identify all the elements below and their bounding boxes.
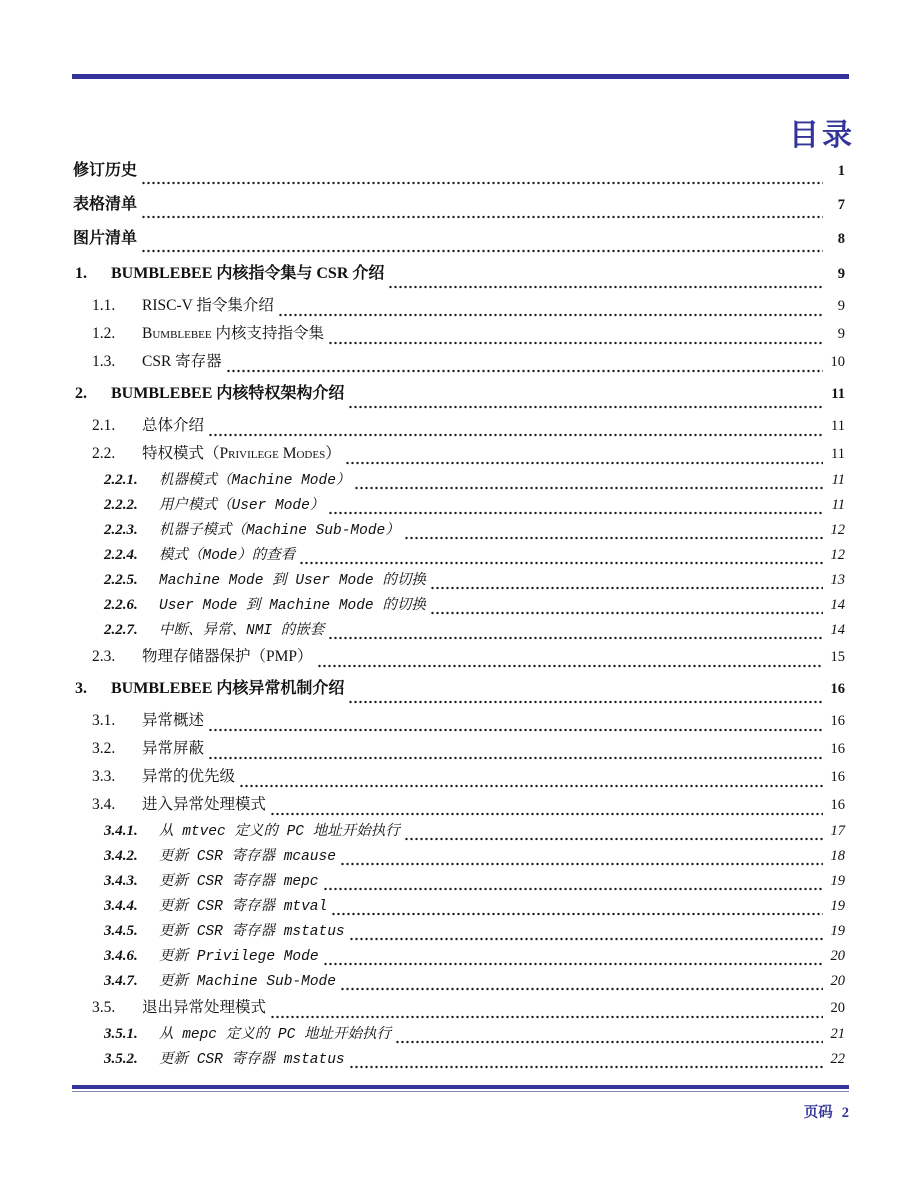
toc-entry-page-number: 21 [830,1026,845,1042]
toc-leader-dots [348,692,823,707]
toc-entry-page-number: 19 [830,923,845,939]
toc-entry[interactable] [73,1047,845,1072]
toc-entry[interactable] [73,869,845,894]
toc-entry-title: 总体介绍 [142,417,205,434]
toc-entry-number: 1.3. [92,353,116,370]
toc-entry-page-number: 1 [837,163,845,179]
toc-leader-dots [239,776,823,791]
toc-entry-title: BUMBLEBEE 内核异常机制介绍 [111,680,345,697]
toc-entry-title: 机器模式（Machine Mode） [159,473,351,489]
toc-leader-dots [395,1033,823,1047]
toc-entry[interactable] [73,292,845,320]
footer-page-number: 2 [841,1105,849,1121]
toc-entry[interactable] [73,618,845,643]
toc-leader-dots [430,604,823,618]
toc-entry-number: 2.2.4. [104,547,138,563]
toc-leader-dots [345,453,823,468]
toc-entry-title: BUMBLEBEE 内核特权架构介绍 [111,385,345,402]
toc-entry-title: RISC-V 指令集介绍 [142,297,274,314]
toc-entry-page-number: 13 [830,572,845,588]
toc-entry-page-number: 16 [830,681,845,697]
toc-entry-page-number: 8 [837,231,845,247]
toc-entry-number: 2.2.6. [104,597,138,613]
toc-entry-title: 特权模式（Privilege Modes） [142,445,341,462]
toc-entry-title: 更新 Machine Sub-Mode [159,974,336,990]
toc-entry-page-number: 11 [831,472,845,488]
toc-entry-title: 从 mepc 定义的 PC 地址开始执行 [159,1027,392,1043]
toc-leader-dots [270,1007,823,1022]
toc-leader-dots [270,804,823,819]
toc-entry[interactable] [73,348,845,376]
toc-entry-number: 2.2.3. [104,522,138,538]
footer-text [72,1101,849,1122]
toc-entry-title: 更新 CSR 寄存器 mtval [159,899,328,915]
toc-leader-dots [404,830,823,844]
toc-entry[interactable] [73,593,845,618]
toc-entry-number: 2.3. [92,648,116,665]
toc-entry-title: 进入异常处理模式 [142,796,267,813]
toc-entry-title: 异常的优先级 [142,768,236,785]
toc-entry-page-number: 20 [830,948,845,964]
header-rule [72,74,849,79]
toc-leader-dots [430,579,823,593]
toc-entry[interactable] [73,256,845,292]
toc-leader-dots [348,397,823,412]
toc-entry-number: 3.4. [92,796,116,813]
toc-entry-number: 3.5. [92,999,116,1016]
toc-entry-number: 3.4.3. [104,873,138,889]
toc-entry-title: Bumblebee 内核支持指令集 [142,325,324,342]
toc-entry-page-number: 9 [837,326,845,342]
toc-entry-page-number: 14 [830,597,845,613]
toc-leader-dots [323,880,823,894]
toc-entry-title: 用户模式（User Mode） [159,498,325,514]
toc-leader-dots [328,333,823,348]
toc-leader-dots [278,305,823,320]
toc-entry[interactable] [73,819,845,844]
toc-entry-number: 3.4.2. [104,848,138,864]
toc-entry[interactable] [73,994,845,1022]
toc-leader-dots [340,855,823,869]
toc-leader-dots [141,207,823,222]
toc-entry[interactable] [73,844,845,869]
toc-entry-title: 图片清单 [73,230,138,247]
toc-entry-page-number: 11 [831,497,845,513]
toc-entry-number: 1.2. [92,325,116,342]
toc-leader-dots [141,173,823,188]
toc-entry[interactable] [73,518,845,543]
toc-entry[interactable] [73,222,845,256]
toc-entry-page-number: 11 [831,418,845,434]
toc-entry-title: User Mode 到 Machine Mode 的切换 [159,598,426,614]
toc-entry[interactable] [73,493,845,518]
toc-entry-page-number: 11 [831,386,845,402]
toc-entry[interactable] [73,376,845,412]
toc-leader-dots [208,720,823,735]
toc-entry-number: 3.4.7. [104,973,138,989]
toc-leader-dots [354,479,823,493]
toc-entry-title: 中断、异常、NMI 的嵌套 [159,623,325,639]
toc-entry-page-number: 16 [830,797,845,813]
toc-leader-dots [323,955,823,969]
toc-entry-title: Machine Mode 到 User Mode 的切换 [159,573,426,589]
toc-entry-page-number: 16 [830,713,845,729]
toc-entry-number: 2.1. [92,417,116,434]
toc-entry-page-number: 20 [830,1000,845,1016]
toc-entry[interactable] [73,707,845,735]
toc-entry-number: 2.2.5. [104,572,138,588]
toc-entry-page-number: 12 [830,547,845,563]
toc-entry-number: 2.2.7. [104,622,138,638]
toc-entry-number: 3.5.2. [104,1051,138,1067]
toc-entry-number: 3. [75,680,87,697]
toc-entry-title: 表格清单 [73,196,138,213]
toc-entry-title: 物理存储器保护（PMP） [142,648,313,665]
toc-leader-dots [328,504,823,518]
toc-entry[interactable] [73,894,845,919]
toc-entry-page-number: 19 [830,873,845,889]
toc-entry-number: 3.4.4. [104,898,138,914]
toc-leader-dots [328,629,823,643]
footer-rule-thick [72,1085,849,1089]
toc-entry-page-number: 16 [830,769,845,785]
toc-entry-title: 从 mtvec 定义的 PC 地址开始执行 [159,824,400,840]
toc-entry-number: 3.1. [92,712,116,729]
toc-leader-dots [299,554,823,568]
toc-entry[interactable] [73,468,845,493]
toc-entry-number: 1. [75,265,87,282]
toc-entry-number: 2.2. [92,445,116,462]
toc-leader-dots [208,425,823,440]
toc-leader-dots [349,930,823,944]
toc-entry-page-number: 11 [831,446,845,462]
toc-entry-page-number: 20 [830,973,845,989]
toc-entry-number: 2.2.1. [104,472,138,488]
toc-entry-page-number: 10 [830,354,845,370]
toc-entry-number: 1.1. [92,297,116,314]
toc-entry-page-number: 16 [830,741,845,757]
toc-entry[interactable] [73,412,845,440]
toc-entry-title: 异常概述 [142,712,205,729]
toc-entry-page-number: 17 [830,823,845,839]
footer-rule-thin [72,1091,849,1092]
page-footer [72,1085,849,1122]
toc-entry-page-number: 15 [830,649,845,665]
toc-entry[interactable] [73,543,845,568]
toc-leader-dots [340,980,823,994]
toc-entry-title: 更新 CSR 寄存器 mstatus [159,1052,345,1068]
toc-entry-number: 2.2.2. [104,497,138,513]
toc-entry-number: 3.4.6. [104,948,138,964]
toc-entry[interactable] [73,1022,845,1047]
toc-entry-title: 更新 Privilege Mode [159,949,319,965]
page-title: 目录 [789,119,855,152]
toc-entry-page-number: 9 [837,298,845,314]
toc-entry-title: 退出异常处理模式 [142,999,267,1016]
toc-entry-page-number: 9 [837,266,845,282]
toc-entry-number: 3.4.1. [104,823,138,839]
toc-entry-page-number: 22 [830,1051,845,1067]
toc-entry-number: 3.2. [92,740,116,757]
toc-entry-page-number: 19 [830,898,845,914]
toc-entry-title: 异常屏蔽 [142,740,205,757]
toc-entry[interactable] [73,735,845,763]
toc-entry-page-number: 18 [830,848,845,864]
toc-entry[interactable] [73,643,845,671]
toc-entry-number: 3.4.5. [104,923,138,939]
footer-page-label: 页码 [803,1105,833,1121]
toc-entry[interactable] [73,320,845,348]
toc-entry[interactable] [73,188,845,222]
toc-entry[interactable] [73,919,845,944]
toc-leader-dots [317,656,823,671]
toc-entry-number: 2. [75,385,87,402]
toc-entry-number: 3.5.1. [104,1026,138,1042]
toc-entry[interactable] [73,671,845,707]
toc-entry-title: BUMBLEBEE 内核指令集与 CSR 介绍 [111,265,385,282]
toc-entry[interactable] [73,440,845,468]
toc-leader-dots [404,529,823,543]
toc-entry-title: CSR 寄存器 [142,353,222,370]
toc-entry-page-number: 14 [830,622,845,638]
toc-entry[interactable] [73,944,845,969]
toc-entry[interactable] [73,568,845,593]
toc-entry-title: 模式（Mode）的查看 [159,548,296,564]
toc-entry[interactable] [73,969,845,994]
toc-leader-dots [388,277,823,292]
toc-entry-title: 更新 CSR 寄存器 mepc [159,874,319,890]
toc-leader-dots [331,905,823,919]
toc-leader-dots [226,361,823,376]
toc-entry[interactable] [73,763,845,791]
toc-leader-dots [141,241,823,256]
toc-entry[interactable] [73,791,845,819]
toc-entry-page-number: 7 [837,197,845,213]
toc-entry-title: 更新 CSR 寄存器 mcause [159,849,336,865]
toc-leader-dots [349,1058,823,1072]
toc-entry-title: 机器子模式（Machine Sub-Mode） [159,523,400,539]
toc-entry-number: 3.3. [92,768,116,785]
toc-list [73,154,845,1072]
toc-entry[interactable] [73,154,845,188]
toc-entry-title: 更新 CSR 寄存器 mstatus [159,924,345,940]
toc-leader-dots [208,748,823,763]
toc-entry-title: 修订历史 [73,162,138,179]
toc-entry-page-number: 12 [830,522,845,538]
